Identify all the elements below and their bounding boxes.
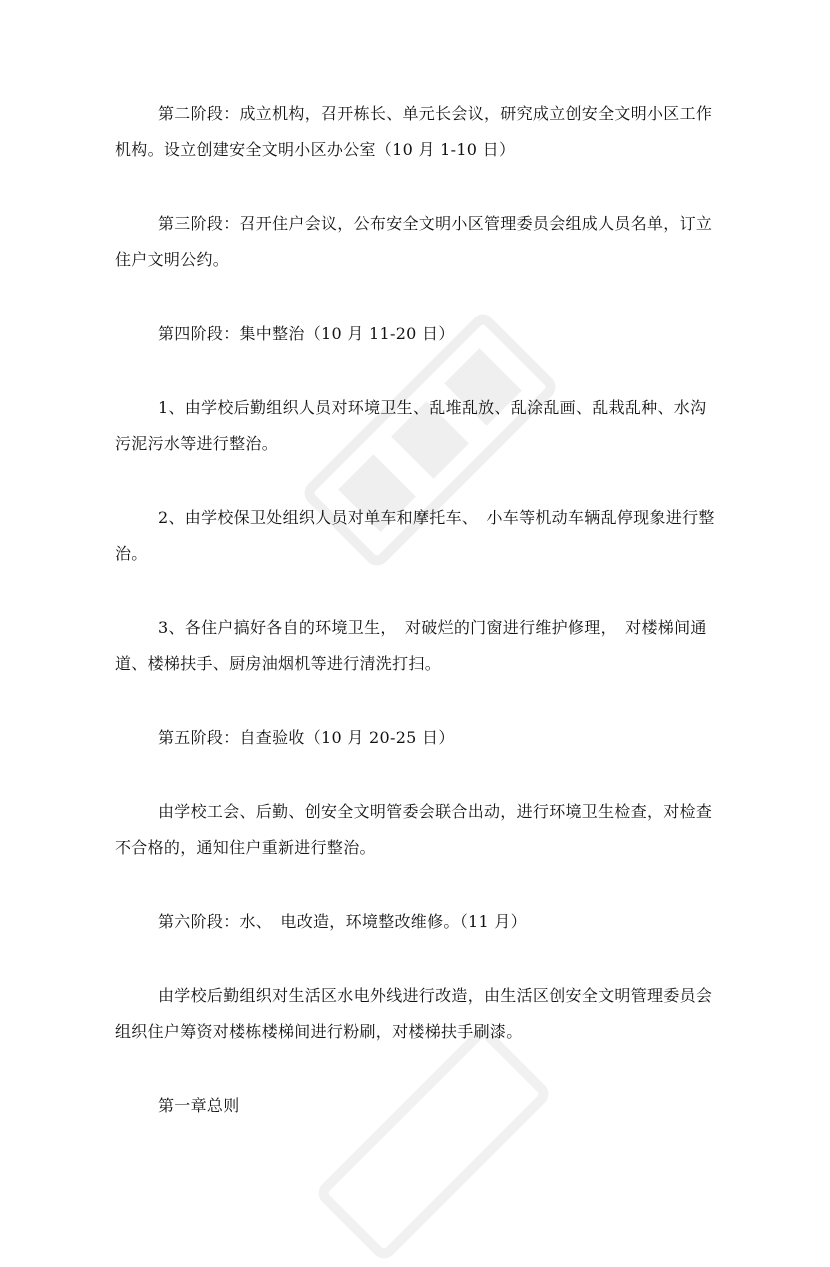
paragraph-stage-four: 第四阶段：集中整治（10 月 11-20 日） bbox=[158, 324, 455, 343]
paragraph-item-3: 3、各住户搞好各自的环境卫生， 对破烂的门窗进行维护修理， 对楼梯间通道、楼梯扶手、厨房油烟机等进行清洗打扫。 bbox=[115, 618, 707, 673]
paragraph-stage-two: 第二阶段：成立机构，召开栋长、单元长会议，研究成立创安全文明小区工作机构。设立创建安全文明小区办公室（10 月 1-10 日） bbox=[115, 104, 713, 159]
paragraph-stage-five-detail: 由学校工会、后勤、创安全文明管委会联合出动，进行环境卫生检查，对检查不合格的，通知住户重新进行整治。 bbox=[115, 802, 713, 857]
chapter-heading: 第一章总则 bbox=[158, 1096, 240, 1115]
paragraph-stage-six: 第六阶段：水、 电改造，环境整改维修。（11 月） bbox=[158, 912, 527, 931]
paragraph-item-2: 2、由学校保卫处组织人员对单车和摩托车、 小车等机动车辆乱停现象进行整治。 bbox=[115, 508, 715, 563]
paragraph-stage-three: 第三阶段：召开住户会议，公布安全文明小区管理委员会组成人员名单，订立住户文明公约。 bbox=[115, 214, 713, 269]
paragraph-stage-five: 第五阶段：自查验收（10 月 20-25 日） bbox=[158, 728, 455, 747]
paragraph-item-1: 1、由学校后勤组织人员对环境卫生、乱堆乱放、乱涂乱画、乱栽乱种、水沟污泥污水等进行整治。 bbox=[115, 398, 707, 453]
document-body bbox=[115, 96, 715, 1124]
paragraph-stage-six-detail: 由学校后勤组织对生活区水电外线进行改造，由生活区创安全文明管理委员会组织住户筹资对楼栋楼梯间进行粉刷，对楼梯扶手刷漆。 bbox=[115, 986, 713, 1041]
